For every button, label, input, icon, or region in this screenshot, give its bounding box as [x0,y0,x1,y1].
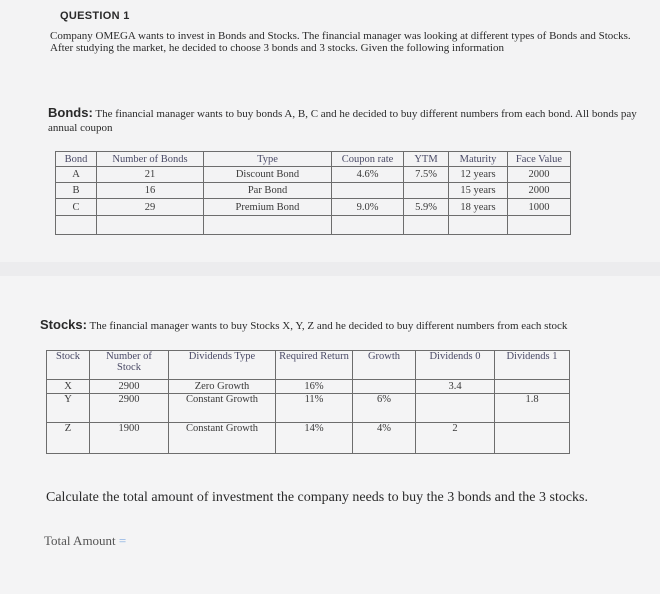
stocks-heading: Stocks: [40,317,87,332]
bonds-header-row [56,152,571,167]
cell: Premium Bond [204,199,332,216]
cell [495,380,570,394]
cell: 29 [97,199,204,216]
cell: 7.5% [404,167,449,183]
cell: Par Bond [204,183,332,199]
header-cell: Number of Stock [90,351,169,380]
empty-row [56,216,571,235]
cell: 3.4 [416,380,495,394]
table-row [56,183,571,199]
header-cell: Maturity [449,152,508,167]
cell: 1900 [90,423,169,454]
header-cell: Dividends Type [169,351,276,380]
table-row [47,394,570,423]
cell: Constant Growth [169,423,276,454]
cell: 2900 [90,394,169,423]
total-amount-label: Total Amount [44,533,116,548]
cell: 1000 [508,199,571,216]
cell: 4.6% [332,167,404,183]
cell: X [47,380,90,394]
cell: B [56,183,97,199]
cell: 2900 [90,380,169,394]
header-cell: Required Return [276,351,353,380]
table-row [47,380,570,394]
cell [404,183,449,199]
cell: 6% [353,394,416,423]
total-amount-equals: = [118,533,127,548]
cell [332,183,404,199]
cell: 1.8 [495,394,570,423]
cell: C [56,199,97,216]
header-cell: Stock [47,351,90,380]
cell: 14% [276,423,353,454]
stocks-table [46,350,570,454]
cell: 9.0% [332,199,404,216]
bonds-heading: Bonds: [48,105,93,120]
question-title: QUESTION 1 [60,10,130,22]
header-cell: Coupon rate [332,152,404,167]
cell: 4% [353,423,416,454]
header-cell: YTM [404,152,449,167]
intro-paragraph: Company OMEGA wants to invest in Bonds and Stocks. The financial manager was looking at different types of Bonds and Stocks. After studying the market, he decided to choose 3 bonds and 3 stocks. Given the following information [50,30,631,54]
cell: 16 [97,183,204,199]
cell: 2 [416,423,495,454]
cell [353,380,416,394]
header-cell: Growth [353,351,416,380]
cell: Zero Growth [169,380,276,394]
table-row [56,167,571,183]
cell [416,394,495,423]
cell: 18 years [449,199,508,216]
cell: Y [47,394,90,423]
header-cell: Type [204,152,332,167]
cell: 15 years [449,183,508,199]
stocks-description: The financial manager wants to buy Stocks X, Y, Z and he decided to buy different numbers from each stock [89,320,568,332]
cell: Discount Bond [204,167,332,183]
total-amount-field[interactable] [44,533,126,549]
bonds-table [55,151,571,235]
cell: 12 years [449,167,508,183]
question-sheet-top [0,0,660,262]
cell: 2000 [508,167,571,183]
stocks-intro [40,318,640,333]
header-cell: Number of Bonds [97,152,204,167]
header-cell: Dividends 0 [416,351,495,380]
bonds-intro [48,106,648,135]
cell: 5.9% [404,199,449,216]
cell [495,423,570,454]
header-cell: Face Value [508,152,571,167]
cell: 2000 [508,183,571,199]
header-cell: Dividends 1 [495,351,570,380]
stocks-header-row [47,351,570,380]
page-divider [0,262,660,276]
cell: Constant Growth [169,394,276,423]
cell: 11% [276,394,353,423]
table-row [56,199,571,216]
header-cell: Bond [56,152,97,167]
cell: 16% [276,380,353,394]
cell: 21 [97,167,204,183]
cell: A [56,167,97,183]
task-prompt: Calculate the total amount of investment the company needs to buy the 3 bonds and the 3 stocks. [46,490,588,505]
bonds-description: The financial manager wants to buy bonds A, B, C and he decided to buy different numbers from each bond. All bonds pay annual coupon [48,108,637,134]
table-row [47,423,570,454]
cell: Z [47,423,90,454]
